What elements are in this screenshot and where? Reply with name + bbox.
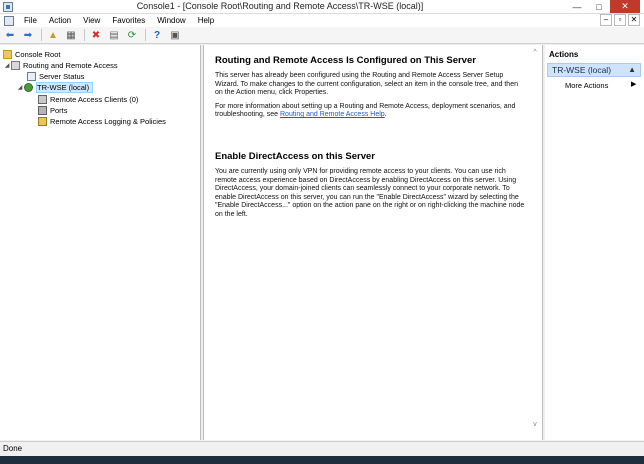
- tree-item-label: Ports: [50, 106, 68, 115]
- result-content: [215, 55, 525, 225]
- toolbar-separator: [145, 29, 146, 41]
- actions-section-header[interactable]: [547, 63, 641, 77]
- menu-file[interactable]: File: [24, 16, 37, 25]
- directaccess-heading: Enable DirectAccess on this Server: [215, 150, 375, 162]
- close-button[interactable]: ✕: [610, 0, 640, 13]
- expander-icon[interactable]: ◢: [4, 63, 10, 69]
- tree-item-console-root[interactable]: [3, 49, 60, 60]
- tree-item-label: TR-WSE (local): [36, 82, 93, 93]
- properties-icon[interactable]: ▤: [109, 29, 119, 41]
- tree-item-label: Console Root: [15, 50, 61, 59]
- console-tree: [0, 45, 201, 440]
- menu-window[interactable]: Window: [157, 16, 186, 25]
- mdi-close-button[interactable]: ✕: [628, 14, 640, 26]
- mdi-controls: [598, 14, 640, 27]
- tree-item-routing-and-remote-access[interactable]: [3, 60, 118, 71]
- scroll-down-arrow[interactable]: v: [533, 421, 537, 428]
- maximize-button[interactable]: □: [596, 1, 602, 12]
- tree-item-ports[interactable]: [38, 105, 68, 116]
- delete-icon[interactable]: ✖: [91, 29, 101, 41]
- back-arrow-icon[interactable]: ⬅: [5, 29, 15, 41]
- console-icon[interactable]: [4, 16, 14, 26]
- tree-item-tr-wse-local[interactable]: [16, 82, 93, 93]
- submenu-arrow-icon: ▶: [631, 81, 637, 88]
- taskbar: [0, 456, 644, 464]
- more-actions-item[interactable]: More Actions: [565, 81, 609, 90]
- minimize-button[interactable]: —: [572, 1, 582, 12]
- title-bar: [0, 0, 644, 14]
- collapse-icon[interactable]: ▲: [628, 65, 636, 74]
- rras-help-link[interactable]: Routing and Remote Access Help: [280, 111, 385, 119]
- help-icon[interactable]: ?: [153, 29, 161, 41]
- clients-icon: [38, 95, 47, 104]
- up-folder-icon[interactable]: ▲: [48, 29, 58, 41]
- mdi-minimize-button[interactable]: –: [600, 14, 612, 26]
- configured-description: This server has already been configured using the Routing and Remote Access Server Setup Wizard. To make changes to the current configuration, select an item in the console tree, and then on the Action menu, click Properties.: [215, 72, 518, 97]
- server-status-icon: [27, 72, 36, 81]
- help-paragraph: [215, 103, 525, 120]
- result-pane: [203, 45, 543, 440]
- actions-pane: [545, 45, 644, 440]
- menu-action[interactable]: Action: [48, 16, 72, 25]
- toolbar-separator: [84, 29, 85, 41]
- tree-item-label: Remote Access Logging & Policies: [50, 117, 166, 126]
- tree-item-server-status[interactable]: [27, 71, 84, 82]
- mdi-restore-button[interactable]: ▫: [614, 14, 626, 26]
- directaccess-description: You are currently using only VPN for providing remote access to your clients. You can use rich remote access experience based on DirectAccess by enabling DirectAccess on this server. Using DirectAccess, your domain-joined clients can seamlessly connect to your corporate network. To enable DirectAccess on this server, you can run the "Enable DirectAccess" wizard by selecting the "Enable DirectAccess..." option on the action pane on the right or on right-clicking the machine node on the left.: [215, 167, 525, 218]
- actions-section-label: TR-WSE (local): [552, 65, 612, 75]
- show-hide-action-pane-icon[interactable]: ▣: [170, 29, 180, 41]
- tree-item-label: Remote Access Clients (0): [50, 95, 139, 104]
- tree-item-label: Routing and Remote Access: [23, 61, 118, 70]
- status-bar: [0, 441, 644, 456]
- window-title: Console1 - [Console Root\Routing and Remote Access\TR-WSE (local)]: [136, 1, 424, 11]
- window-controls: [566, 0, 640, 14]
- tree-item-logging-and-policies[interactable]: [38, 116, 166, 127]
- status-text: Done: [3, 444, 23, 453]
- refresh-icon[interactable]: ⟳: [127, 29, 137, 41]
- expander-icon[interactable]: ◢: [17, 85, 23, 91]
- folder-icon: [3, 50, 12, 59]
- configured-heading: Routing and Remote Access Is Configured on This Server: [215, 55, 476, 66]
- ports-icon: [38, 106, 47, 115]
- menu-view[interactable]: View: [83, 16, 101, 25]
- scroll-up-arrow[interactable]: ^: [533, 49, 537, 56]
- logging-policies-icon: [38, 117, 47, 126]
- menu-favorites[interactable]: Favorites: [112, 16, 146, 25]
- menu-help[interactable]: Help: [197, 16, 215, 25]
- tree-item-remote-access-clients[interactable]: [38, 94, 138, 105]
- tree-item-label: Server Status: [39, 72, 85, 81]
- toolbar-separator: [41, 29, 42, 41]
- routing-icon: [11, 61, 20, 70]
- show-hide-tree-icon[interactable]: ▦: [66, 29, 76, 41]
- forward-arrow-icon[interactable]: ➡: [23, 29, 33, 41]
- server-up-icon: [24, 83, 33, 92]
- toolbar: [0, 27, 644, 44]
- help-paragraph-text: For more information about setting up a Routing and Remote Access, deployment scenarios, and troubleshooting, see: [215, 102, 516, 119]
- help-paragraph-suffix: .: [384, 111, 387, 119]
- actions-title: Actions: [549, 50, 579, 59]
- menu-bar: [0, 14, 644, 27]
